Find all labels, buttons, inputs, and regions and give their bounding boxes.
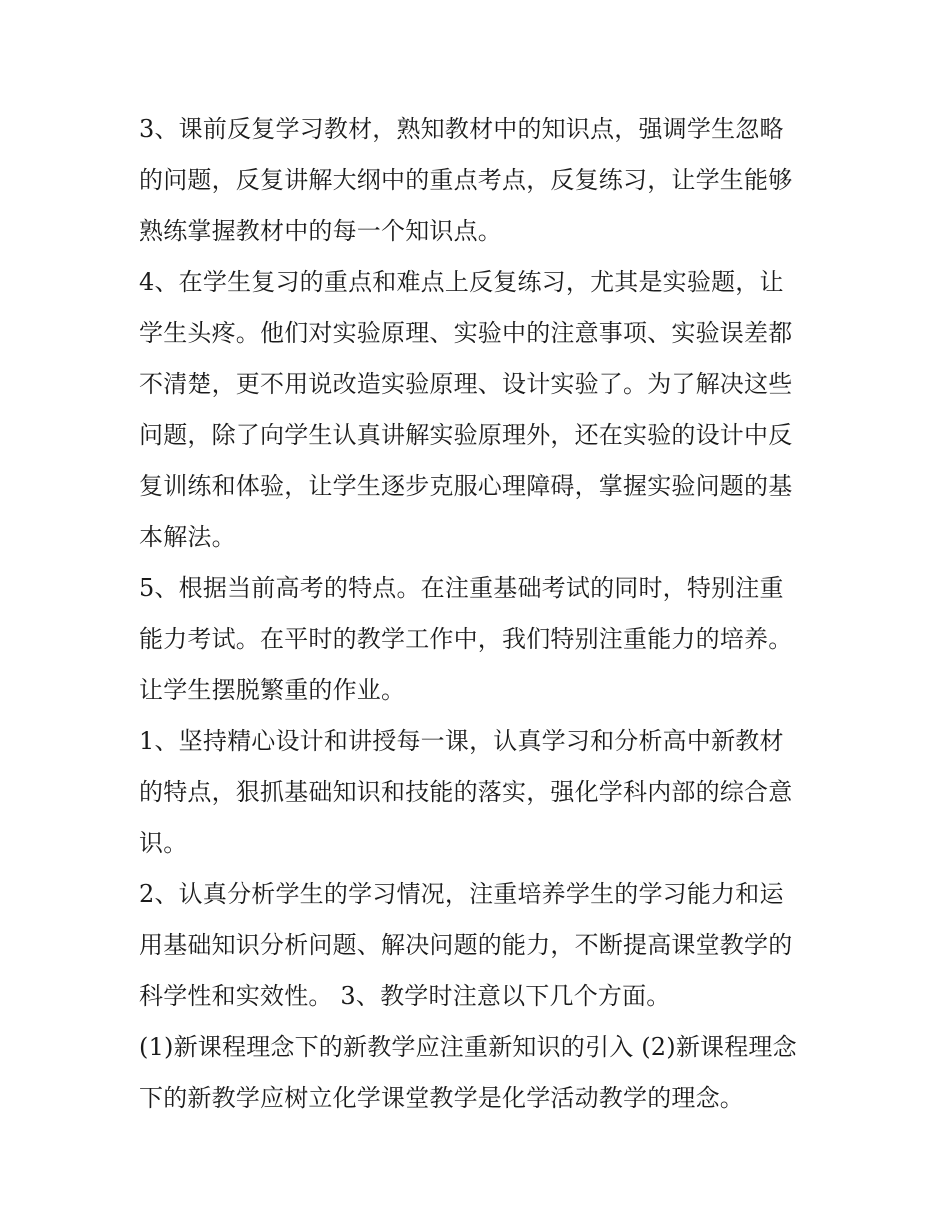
text-line: 本解法。 xyxy=(139,523,236,551)
text-line: 科学性和实效性。 3、教学时注意以下几个方面。 xyxy=(139,982,671,1010)
text-line: 问题，除了向学生认真讲解实验原理外，还在实验的设计中反 xyxy=(139,421,793,449)
text-line: 3、课前反复学习教材，熟知教材中的知识点，强调学生忽略 xyxy=(139,115,784,143)
text-line: 2、认真分析学生的学习情况，注重培养学生的学习能力和运 xyxy=(139,880,784,908)
text-line: 5、根据当前高考的特点。在注重基础考试的同时，特别注重 xyxy=(139,574,784,602)
text-line: 1、坚持精心设计和讲授每一课，认真学习和分析高中新教材 xyxy=(139,727,784,755)
text-line: (1)新课程理念下的新教学应注重新知识的引入 (2)新课程理念 xyxy=(139,1033,797,1061)
text-line: 让学生摆脱繁重的作业。 xyxy=(139,676,406,704)
text-line: 的特点，狠抓基础知识和技能的落实，强化学科内部的综合意 xyxy=(139,778,793,806)
text-line: 不清楚，更不用说改造实验原理、设计实验了。为了解决这些 xyxy=(139,370,793,398)
text-line: 4、在学生复习的重点和难点上反复练习，尤其是实验题，让 xyxy=(139,268,784,296)
text-line: 识。 xyxy=(139,829,188,857)
text-line: 下的新教学应树立化学课堂教学是化学活动教学的理念。 xyxy=(139,1084,744,1112)
text-line: 复训练和体验，让学生逐步克服心理障碍，掌握实验问题的基 xyxy=(139,472,793,500)
text-line: 的问题，反复讲解大纲中的重点考点，反复练习，让学生能够 xyxy=(139,166,793,194)
text-line: 学生头疼。他们对实验原理、实验中的注意事项、实验误差都 xyxy=(139,319,793,347)
text-line: 熟练掌握教材中的每一个知识点。 xyxy=(139,217,502,245)
text-line: 能力考试。在平时的教学工作中，我们特别注重能力的培养。 xyxy=(139,625,793,653)
text-line: 用基础知识分析问题、解决问题的能力，不断提高课堂教学的 xyxy=(139,931,793,959)
